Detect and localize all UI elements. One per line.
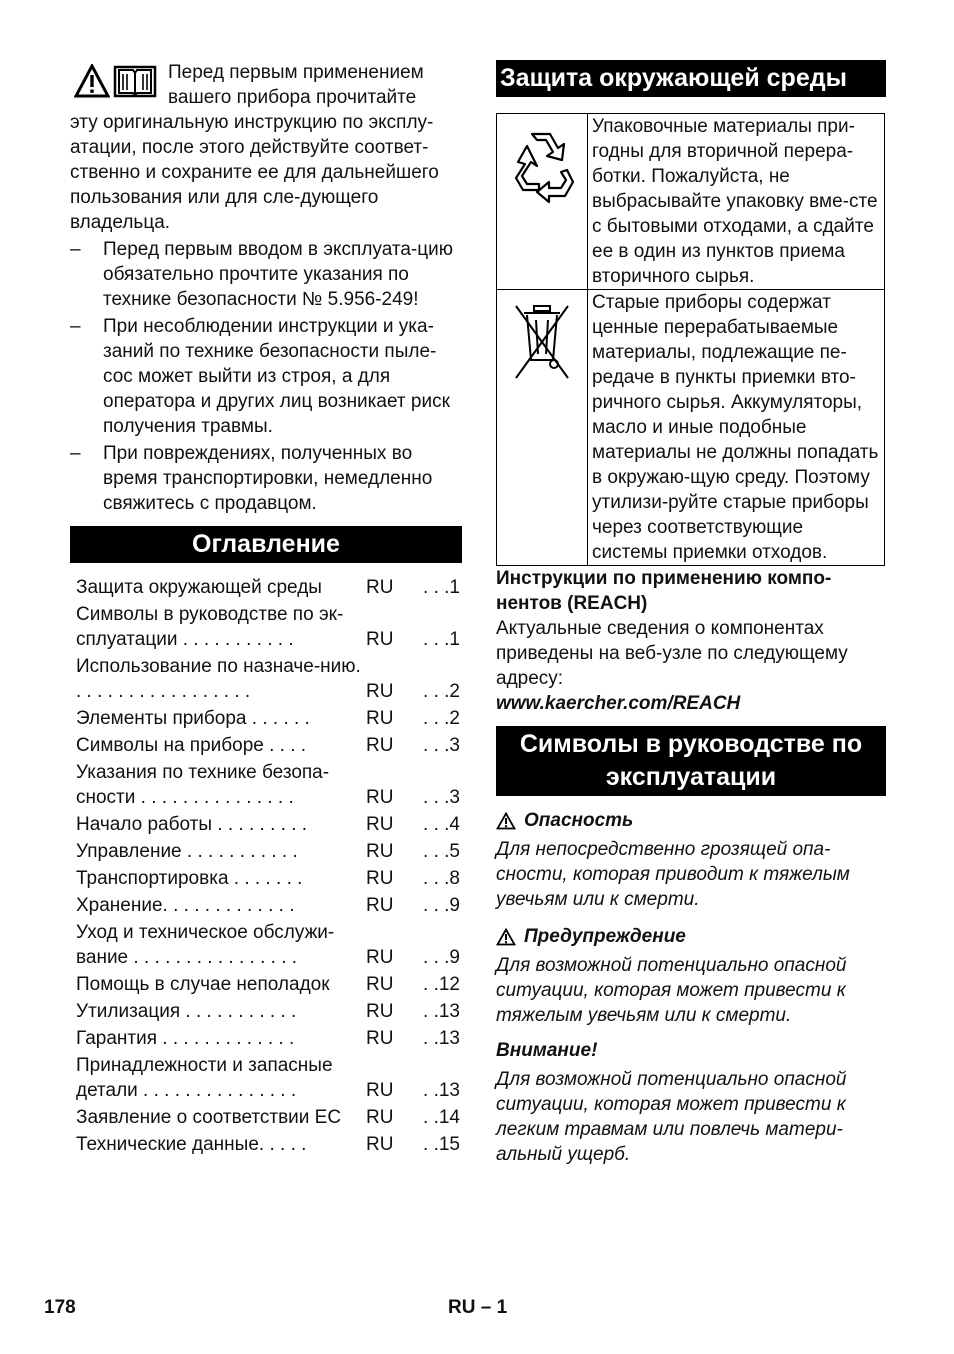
toc-entry-lang: RU bbox=[366, 1028, 394, 1049]
toc-entry[interactable] bbox=[76, 706, 462, 731]
bullet-text: При повреждениях, полученных во время транспортировки, немедленно свяжитесь с продавцом. bbox=[103, 443, 433, 514]
reach-text: Актуальные сведения о компонентах приведены на веб-узле по следующему адресу: bbox=[496, 618, 848, 689]
toc-entry-page: . . .1 bbox=[423, 577, 460, 598]
symbol-heading bbox=[496, 1038, 886, 1063]
env-text-cell: Упаковочные материалы при-годны для вторичной перера-ботки. Пожалуйста, не выбрасывайте упаковку вме-сте с бытовыми отходами, а сдайте ее в один из пунктов приема вторичного сырья. bbox=[588, 114, 885, 290]
toc-entry[interactable] bbox=[76, 760, 462, 810]
left-column bbox=[70, 60, 462, 1159]
toc-entry-page: . . .9 bbox=[423, 947, 460, 968]
toc-entry-title: Защита окружающей среды bbox=[76, 577, 322, 598]
env-table bbox=[496, 113, 885, 566]
toc-entry-lang: RU bbox=[366, 708, 394, 729]
env-section-title: Защита окружающей среды bbox=[496, 60, 886, 97]
toc-entry-lang: RU bbox=[366, 681, 394, 702]
env-row bbox=[497, 290, 885, 566]
env-text-cell: Старые приборы содержат ценные перерабатываемые материалы, подлежащие пе-редаче в пункты приемки вто-ричного сырья. Аккумуляторы, масло и иные подобные материалы не должны попадать в окружаю-щую среду. Поэтому утилизи-руйте старые приборы через соответствующие системы приемки отходов. bbox=[588, 290, 885, 566]
intro-bullet bbox=[70, 441, 462, 516]
intro-heading bbox=[70, 60, 462, 110]
symbol-description: Для возможной потенциально опасной ситуации, которая может привести к тяжелым увечьям или к смерти. bbox=[496, 955, 847, 1026]
bullet-dash: – bbox=[70, 239, 81, 260]
intro-body-text: эту оригинальную инструкцию по эксплу-атации, после этого действуйте соответ-ственно и сохраните ее для дальнейшего пользования или для сле-дующего владельца. bbox=[70, 112, 439, 233]
symbol-heading bbox=[496, 924, 886, 949]
intro-bullet bbox=[70, 314, 462, 439]
env-icon-cell bbox=[497, 114, 588, 290]
toc-entry[interactable] bbox=[76, 812, 462, 837]
toc-entry-page: . . .4 bbox=[423, 814, 460, 835]
toc-entry[interactable] bbox=[76, 972, 462, 997]
toc-entry-lang: RU bbox=[366, 974, 394, 995]
bullet-dash: – bbox=[70, 316, 81, 337]
symbol-description: Для возможной потенциально опасной ситуации, которая может привести к легким травмам или повлечь матери-альный ущерб. bbox=[496, 1069, 847, 1165]
right-column bbox=[496, 60, 886, 1167]
toc-entry-title: Элементы прибора . . . . . . bbox=[76, 708, 310, 729]
toc-entry-lang: RU bbox=[366, 735, 394, 756]
toc-entry-title: Утилизация . . . . . . . . . . . bbox=[76, 1001, 297, 1022]
toc-entry-page: . .13 bbox=[423, 1028, 460, 1049]
toc-entry-title: Заявление о соответствии ЕС bbox=[76, 1107, 342, 1128]
toc-entry[interactable] bbox=[76, 839, 462, 864]
crossed-bin-icon bbox=[512, 302, 572, 382]
toc-entry-title: Технические данные. . . . . bbox=[76, 1134, 307, 1155]
toc-entry-title: Принадлежности и запасные детали . . . . . . . . . . . . . . . bbox=[76, 1055, 333, 1101]
toc-entry-lang: RU bbox=[366, 947, 394, 968]
toc-list bbox=[70, 575, 462, 1157]
toc-entry-title: Указания по технике безопа-сности . . . . . . . . . . . . . . . bbox=[76, 762, 330, 808]
toc-entry-page: . . .1 bbox=[423, 629, 460, 650]
symbol-heading-text: Предупреждение bbox=[524, 926, 686, 947]
toc-entry-title: Хранение. . . . . . . . . . . . . bbox=[76, 895, 295, 916]
intro-bullet bbox=[70, 237, 462, 312]
footer-section: RU – 1 bbox=[448, 1297, 508, 1318]
toc-entry-page: . .15 bbox=[423, 1134, 460, 1155]
toc-entry[interactable] bbox=[76, 602, 462, 652]
toc-entry-lang: RU bbox=[366, 629, 394, 650]
toc-entry[interactable] bbox=[76, 654, 462, 704]
toc-entry[interactable] bbox=[76, 1105, 462, 1130]
toc-entry[interactable] bbox=[76, 733, 462, 758]
symbol-heading-text: Внимание! bbox=[496, 1040, 598, 1061]
toc-entry-lang: RU bbox=[366, 841, 394, 862]
toc-entry-title: Использование по назначе-нию. . . . . . . . . . . . . . . . . . bbox=[76, 656, 361, 702]
toc-entry-page: . . .8 bbox=[423, 868, 460, 889]
toc-entry[interactable] bbox=[76, 920, 462, 970]
toc-entry-page: . . .2 bbox=[423, 708, 460, 729]
toc-entry-page: . .14 bbox=[423, 1107, 460, 1128]
toc-entry-page: . . .5 bbox=[423, 841, 460, 862]
toc-entry-lang: RU bbox=[366, 895, 394, 916]
env-icon-cell bbox=[497, 290, 588, 566]
symbol-heading bbox=[496, 808, 886, 833]
toc-entry-lang: RU bbox=[366, 1001, 394, 1022]
toc-entry-page: . . .9 bbox=[423, 895, 460, 916]
toc-entry-title: Транспортировка . . . . . . . bbox=[76, 868, 303, 889]
toc-entry-lang: RU bbox=[366, 868, 394, 889]
toc-entry-title: Управление . . . . . . . . . . . bbox=[76, 841, 298, 862]
toc-entry[interactable] bbox=[76, 999, 462, 1024]
toc-entry[interactable] bbox=[76, 575, 462, 600]
toc-entry[interactable] bbox=[76, 1053, 462, 1103]
toc-entry-lang: RU bbox=[366, 577, 394, 598]
warning-icon bbox=[74, 64, 110, 98]
toc-entry-lang: RU bbox=[366, 1107, 394, 1128]
manual-book-icon bbox=[113, 64, 157, 98]
symbol-description: Для непосредственно грозящей опа-сности, которая приводит к тяжелым увечьям или к смерти. bbox=[496, 839, 850, 910]
reach-link[interactable]: www.kaercher.com/REACH bbox=[496, 693, 741, 714]
toc-entry-title: Символы на приборе . . . . bbox=[76, 735, 307, 756]
symbols-section-title: Символы в руководстве по эксплуатации bbox=[496, 726, 886, 796]
toc-entry[interactable] bbox=[76, 893, 462, 918]
toc-entry[interactable] bbox=[76, 866, 462, 891]
toc-entry-title: Помощь в случае неполадок bbox=[76, 974, 330, 995]
bullet-text: Перед первым вводом в эксплуата-цию обязательно прочтите указания по технике безопасности № 5.956-249! bbox=[103, 239, 453, 310]
env-row bbox=[497, 114, 885, 290]
toc-entry[interactable] bbox=[76, 1026, 462, 1051]
reach-heading: Инструкции по применению компо-нентов (REACH) bbox=[496, 568, 832, 614]
warning-icon bbox=[496, 928, 516, 946]
toc-entry-page: . .12 bbox=[423, 974, 460, 995]
bullet-dash: – bbox=[70, 443, 81, 464]
page-number: 178 bbox=[44, 1297, 76, 1318]
toc-entry-lang: RU bbox=[366, 1134, 394, 1155]
toc-title: Оглавление bbox=[70, 526, 462, 563]
bullet-text: При несоблюдении инструкции и ука-заний по технике безопасности пыле-сос может выйти из строя, а для оператора и других лиц возникает риск получения травмы. bbox=[103, 316, 450, 437]
toc-entry-page: . .13 bbox=[423, 1080, 460, 1101]
toc-entry[interactable] bbox=[76, 1132, 462, 1157]
toc-entry-title: Уход и техническое обслужи-вание . . . . . . . . . . . . . . . . bbox=[76, 922, 335, 968]
toc-entry-page: . . .3 bbox=[423, 787, 460, 808]
toc-entry-lang: RU bbox=[366, 1080, 394, 1101]
toc-entry-title: Гарантия . . . . . . . . . . . . . bbox=[76, 1028, 295, 1049]
warning-icon bbox=[496, 812, 516, 830]
toc-entry-page: . . .3 bbox=[423, 735, 460, 756]
toc-entry-lang: RU bbox=[366, 787, 394, 808]
symbols-list bbox=[496, 808, 886, 1167]
recycle-icon bbox=[505, 126, 579, 204]
toc-entry-title: Начало работы . . . . . . . . . bbox=[76, 814, 308, 835]
intro-icons bbox=[74, 64, 157, 98]
toc-entry-page: . . .2 bbox=[423, 681, 460, 702]
intro-head-text: Перед первым применением вашего прибора прочитайте bbox=[168, 62, 424, 108]
toc-entry-page: . .13 bbox=[423, 1001, 460, 1022]
toc-entry-lang: RU bbox=[366, 814, 394, 835]
toc-entry-title: Символы в руководстве по эк-сплуатации . . . . . . . . . . . bbox=[76, 604, 344, 650]
symbol-heading-text: Опасность bbox=[524, 810, 634, 831]
